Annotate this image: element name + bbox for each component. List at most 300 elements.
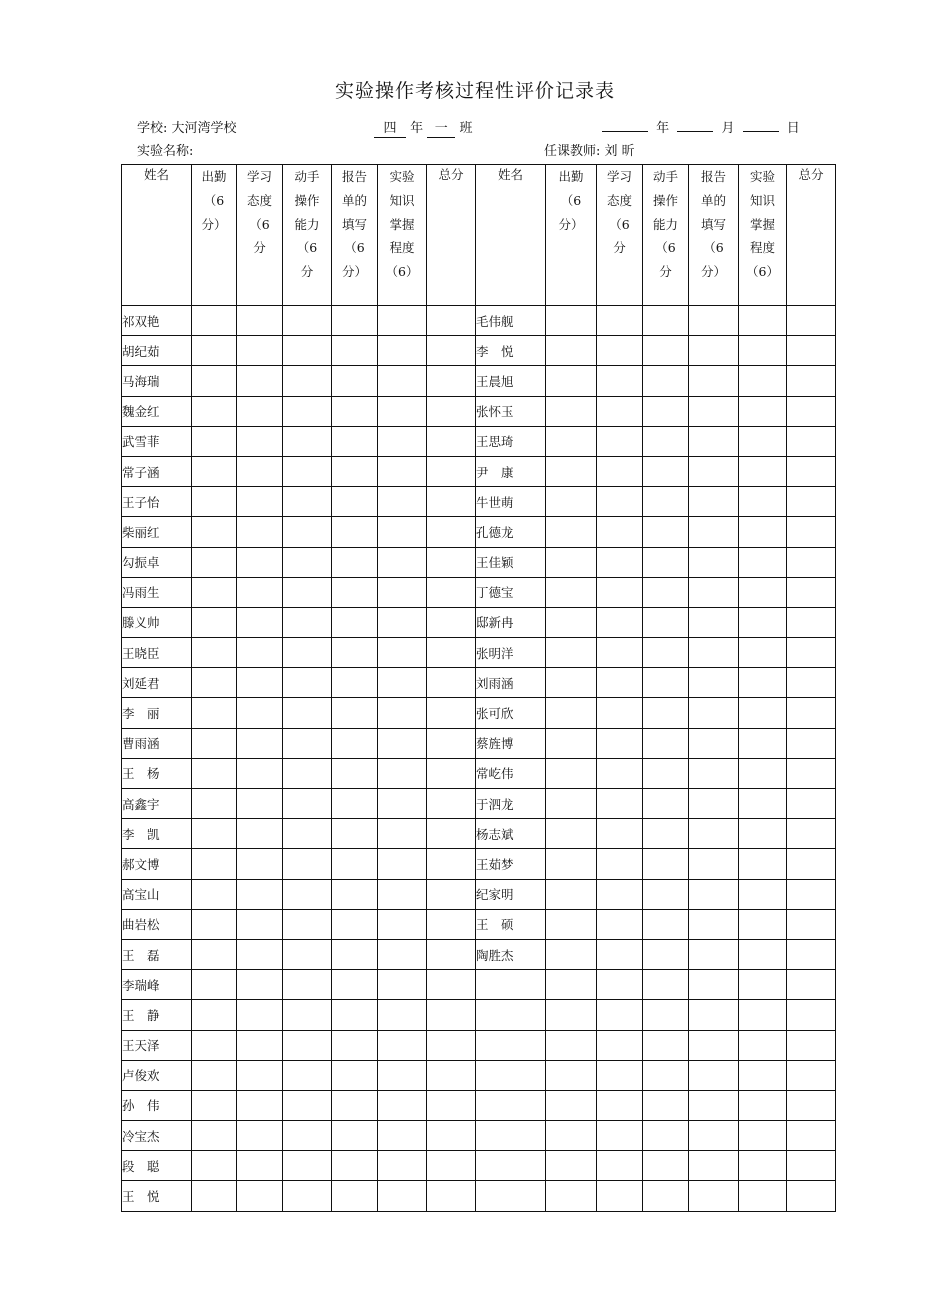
score-cell[interactable] — [689, 1151, 739, 1181]
score-cell[interactable] — [378, 607, 427, 637]
score-cell[interactable] — [739, 1181, 787, 1211]
score-cell[interactable] — [283, 1000, 332, 1030]
score-cell[interactable] — [546, 668, 597, 698]
score-cell[interactable] — [643, 366, 689, 396]
score-cell[interactable] — [787, 1090, 836, 1120]
score-cell[interactable] — [546, 1121, 597, 1151]
score-cell[interactable] — [689, 879, 739, 909]
score-cell[interactable] — [192, 728, 237, 758]
score-cell[interactable] — [546, 879, 597, 909]
score-cell[interactable] — [427, 1181, 476, 1211]
score-cell[interactable] — [689, 939, 739, 969]
score-cell[interactable] — [643, 1000, 689, 1030]
score-cell[interactable] — [787, 336, 836, 366]
score-cell[interactable] — [739, 517, 787, 547]
score-cell[interactable] — [378, 1090, 427, 1120]
score-cell[interactable] — [283, 970, 332, 1000]
score-cell[interactable] — [378, 1181, 427, 1211]
score-cell[interactable] — [597, 1151, 643, 1181]
score-cell[interactable] — [787, 607, 836, 637]
score-cell[interactable] — [739, 1030, 787, 1060]
score-cell[interactable] — [787, 1121, 836, 1151]
score-cell[interactable] — [332, 336, 378, 366]
score-cell[interactable] — [787, 547, 836, 577]
score-cell[interactable] — [192, 517, 237, 547]
score-cell[interactable] — [739, 336, 787, 366]
score-cell[interactable] — [597, 1030, 643, 1060]
score-cell[interactable] — [787, 819, 836, 849]
score-cell[interactable] — [378, 306, 427, 336]
score-cell[interactable] — [787, 789, 836, 819]
score-cell[interactable] — [332, 698, 378, 728]
score-cell[interactable] — [546, 456, 597, 486]
score-cell[interactable] — [739, 1060, 787, 1090]
score-cell[interactable] — [597, 306, 643, 336]
score-cell[interactable] — [427, 939, 476, 969]
score-cell[interactable] — [378, 336, 427, 366]
score-cell[interactable] — [237, 607, 283, 637]
score-cell[interactable] — [237, 789, 283, 819]
score-cell[interactable] — [643, 849, 689, 879]
score-cell[interactable] — [378, 1151, 427, 1181]
score-cell[interactable] — [332, 1060, 378, 1090]
score-cell[interactable] — [283, 1030, 332, 1060]
score-cell[interactable] — [378, 1000, 427, 1030]
score-cell[interactable] — [283, 1181, 332, 1211]
score-cell[interactable] — [378, 456, 427, 486]
score-cell[interactable] — [643, 758, 689, 788]
score-cell[interactable] — [237, 426, 283, 456]
score-cell[interactable] — [283, 879, 332, 909]
score-cell[interactable] — [332, 1090, 378, 1120]
score-cell[interactable] — [739, 1121, 787, 1151]
score-cell[interactable] — [689, 849, 739, 879]
score-cell[interactable] — [378, 789, 427, 819]
score-cell[interactable] — [546, 1151, 597, 1181]
score-cell[interactable] — [643, 1060, 689, 1090]
score-cell[interactable] — [597, 366, 643, 396]
score-cell[interactable] — [546, 698, 597, 728]
score-cell[interactable] — [332, 668, 378, 698]
score-cell[interactable] — [237, 456, 283, 486]
score-cell[interactable] — [643, 698, 689, 728]
score-cell[interactable] — [192, 487, 237, 517]
score-cell[interactable] — [283, 819, 332, 849]
score-cell[interactable] — [332, 456, 378, 486]
score-cell[interactable] — [689, 336, 739, 366]
score-cell[interactable] — [237, 668, 283, 698]
score-cell[interactable] — [283, 1121, 332, 1151]
score-cell[interactable] — [283, 336, 332, 366]
score-cell[interactable] — [378, 879, 427, 909]
score-cell[interactable] — [739, 1151, 787, 1181]
score-cell[interactable] — [597, 1000, 643, 1030]
score-cell[interactable] — [332, 366, 378, 396]
score-cell[interactable] — [378, 487, 427, 517]
score-cell[interactable] — [739, 819, 787, 849]
score-cell[interactable] — [689, 1090, 739, 1120]
score-cell[interactable] — [283, 547, 332, 577]
score-cell[interactable] — [237, 758, 283, 788]
score-cell[interactable] — [643, 1151, 689, 1181]
score-cell[interactable] — [643, 638, 689, 668]
score-cell[interactable] — [283, 1090, 332, 1120]
score-cell[interactable] — [643, 1181, 689, 1211]
score-cell[interactable] — [378, 698, 427, 728]
score-cell[interactable] — [427, 1000, 476, 1030]
score-cell[interactable] — [332, 728, 378, 758]
score-cell[interactable] — [332, 577, 378, 607]
score-cell[interactable] — [427, 970, 476, 1000]
score-cell[interactable] — [427, 306, 476, 336]
score-cell[interactable] — [787, 426, 836, 456]
score-cell[interactable] — [192, 668, 237, 698]
score-cell[interactable] — [427, 758, 476, 788]
score-cell[interactable] — [378, 1121, 427, 1151]
score-cell[interactable] — [427, 336, 476, 366]
score-cell[interactable] — [237, 1090, 283, 1120]
score-cell[interactable] — [597, 607, 643, 637]
score-cell[interactable] — [787, 668, 836, 698]
score-cell[interactable] — [427, 1090, 476, 1120]
score-cell[interactable] — [237, 728, 283, 758]
score-cell[interactable] — [787, 1030, 836, 1060]
score-cell[interactable] — [689, 758, 739, 788]
score-cell[interactable] — [332, 487, 378, 517]
score-cell[interactable] — [739, 396, 787, 426]
score-cell[interactable] — [643, 939, 689, 969]
score-cell[interactable] — [689, 456, 739, 486]
score-cell[interactable] — [237, 577, 283, 607]
score-cell[interactable] — [237, 1181, 283, 1211]
score-cell[interactable] — [546, 607, 597, 637]
score-cell[interactable] — [597, 517, 643, 547]
score-cell[interactable] — [378, 366, 427, 396]
score-cell[interactable] — [332, 607, 378, 637]
score-cell[interactable] — [739, 487, 787, 517]
score-cell[interactable] — [378, 939, 427, 969]
score-cell[interactable] — [546, 547, 597, 577]
score-cell[interactable] — [643, 456, 689, 486]
score-cell[interactable] — [597, 849, 643, 879]
score-cell[interactable] — [787, 758, 836, 788]
score-cell[interactable] — [237, 396, 283, 426]
score-cell[interactable] — [739, 1000, 787, 1030]
score-cell[interactable] — [332, 1151, 378, 1181]
score-cell[interactable] — [378, 728, 427, 758]
score-cell[interactable] — [597, 789, 643, 819]
score-cell[interactable] — [643, 396, 689, 426]
score-cell[interactable] — [689, 547, 739, 577]
score-cell[interactable] — [427, 1121, 476, 1151]
score-cell[interactable] — [643, 668, 689, 698]
score-cell[interactable] — [427, 1030, 476, 1060]
score-cell[interactable] — [237, 306, 283, 336]
score-cell[interactable] — [689, 366, 739, 396]
score-cell[interactable] — [192, 577, 237, 607]
score-cell[interactable] — [192, 1181, 237, 1211]
score-cell[interactable] — [283, 1151, 332, 1181]
score-cell[interactable] — [597, 970, 643, 1000]
score-cell[interactable] — [787, 728, 836, 758]
score-cell[interactable] — [597, 577, 643, 607]
score-cell[interactable] — [643, 306, 689, 336]
score-cell[interactable] — [332, 879, 378, 909]
score-cell[interactable] — [283, 789, 332, 819]
score-cell[interactable] — [192, 336, 237, 366]
score-cell[interactable] — [643, 1121, 689, 1151]
score-cell[interactable] — [546, 728, 597, 758]
score-cell[interactable] — [192, 1000, 237, 1030]
score-cell[interactable] — [192, 758, 237, 788]
score-cell[interactable] — [689, 487, 739, 517]
score-cell[interactable] — [192, 879, 237, 909]
score-cell[interactable] — [643, 879, 689, 909]
score-cell[interactable] — [192, 638, 237, 668]
score-cell[interactable] — [283, 426, 332, 456]
score-cell[interactable] — [787, 909, 836, 939]
score-cell[interactable] — [427, 487, 476, 517]
score-cell[interactable] — [689, 1030, 739, 1060]
score-cell[interactable] — [597, 1121, 643, 1151]
score-cell[interactable] — [597, 698, 643, 728]
score-cell[interactable] — [739, 789, 787, 819]
score-cell[interactable] — [546, 849, 597, 879]
score-cell[interactable] — [597, 426, 643, 456]
score-cell[interactable] — [283, 758, 332, 788]
score-cell[interactable] — [689, 306, 739, 336]
score-cell[interactable] — [283, 306, 332, 336]
score-cell[interactable] — [332, 819, 378, 849]
score-cell[interactable] — [597, 487, 643, 517]
score-cell[interactable] — [739, 879, 787, 909]
score-cell[interactable] — [378, 970, 427, 1000]
score-cell[interactable] — [643, 336, 689, 366]
score-cell[interactable] — [237, 939, 283, 969]
score-cell[interactable] — [332, 1181, 378, 1211]
score-cell[interactable] — [739, 426, 787, 456]
score-cell[interactable] — [192, 939, 237, 969]
score-cell[interactable] — [283, 456, 332, 486]
score-cell[interactable] — [427, 366, 476, 396]
score-cell[interactable] — [739, 306, 787, 336]
score-cell[interactable] — [332, 396, 378, 426]
score-cell[interactable] — [378, 638, 427, 668]
score-cell[interactable] — [192, 1151, 237, 1181]
score-cell[interactable] — [787, 849, 836, 879]
score-cell[interactable] — [237, 970, 283, 1000]
score-cell[interactable] — [332, 517, 378, 547]
score-cell[interactable] — [283, 517, 332, 547]
score-cell[interactable] — [192, 426, 237, 456]
score-cell[interactable] — [192, 1090, 237, 1120]
score-cell[interactable] — [378, 517, 427, 547]
score-cell[interactable] — [643, 577, 689, 607]
score-cell[interactable] — [739, 1090, 787, 1120]
score-cell[interactable] — [787, 939, 836, 969]
score-cell[interactable] — [689, 1000, 739, 1030]
score-cell[interactable] — [597, 939, 643, 969]
score-cell[interactable] — [237, 336, 283, 366]
score-cell[interactable] — [643, 487, 689, 517]
score-cell[interactable] — [689, 607, 739, 637]
score-cell[interactable] — [237, 517, 283, 547]
score-cell[interactable] — [739, 849, 787, 879]
score-cell[interactable] — [643, 970, 689, 1000]
score-cell[interactable] — [192, 849, 237, 879]
score-cell[interactable] — [427, 728, 476, 758]
score-cell[interactable] — [427, 426, 476, 456]
score-cell[interactable] — [283, 487, 332, 517]
score-cell[interactable] — [378, 396, 427, 426]
score-cell[interactable] — [689, 970, 739, 1000]
score-cell[interactable] — [739, 366, 787, 396]
score-cell[interactable] — [378, 819, 427, 849]
score-cell[interactable] — [597, 336, 643, 366]
score-cell[interactable] — [546, 758, 597, 788]
score-cell[interactable] — [787, 517, 836, 547]
score-cell[interactable] — [597, 1060, 643, 1090]
score-cell[interactable] — [192, 909, 237, 939]
score-cell[interactable] — [192, 456, 237, 486]
score-cell[interactable] — [283, 698, 332, 728]
score-cell[interactable] — [378, 1060, 427, 1090]
score-cell[interactable] — [378, 577, 427, 607]
score-cell[interactable] — [643, 607, 689, 637]
score-cell[interactable] — [643, 909, 689, 939]
score-cell[interactable] — [546, 306, 597, 336]
score-cell[interactable] — [192, 366, 237, 396]
score-cell[interactable] — [546, 577, 597, 607]
score-cell[interactable] — [237, 1060, 283, 1090]
score-cell[interactable] — [378, 668, 427, 698]
score-cell[interactable] — [237, 909, 283, 939]
score-cell[interactable] — [597, 396, 643, 426]
score-cell[interactable] — [739, 638, 787, 668]
score-cell[interactable] — [546, 426, 597, 456]
score-cell[interactable] — [643, 819, 689, 849]
score-cell[interactable] — [689, 789, 739, 819]
score-cell[interactable] — [192, 1030, 237, 1060]
score-cell[interactable] — [787, 1181, 836, 1211]
score-cell[interactable] — [192, 970, 237, 1000]
score-cell[interactable] — [739, 577, 787, 607]
score-cell[interactable] — [378, 426, 427, 456]
score-cell[interactable] — [739, 607, 787, 637]
score-cell[interactable] — [546, 517, 597, 547]
score-cell[interactable] — [643, 426, 689, 456]
score-cell[interactable] — [643, 547, 689, 577]
score-cell[interactable] — [283, 939, 332, 969]
score-cell[interactable] — [332, 306, 378, 336]
score-cell[interactable] — [546, 1181, 597, 1211]
score-cell[interactable] — [427, 517, 476, 547]
score-cell[interactable] — [427, 1060, 476, 1090]
score-cell[interactable] — [787, 396, 836, 426]
score-cell[interactable] — [546, 970, 597, 1000]
score-cell[interactable] — [546, 789, 597, 819]
score-cell[interactable] — [332, 758, 378, 788]
score-cell[interactable] — [192, 306, 237, 336]
score-cell[interactable] — [787, 970, 836, 1000]
score-cell[interactable] — [332, 1030, 378, 1060]
score-cell[interactable] — [597, 728, 643, 758]
score-cell[interactable] — [332, 426, 378, 456]
score-cell[interactable] — [689, 638, 739, 668]
score-cell[interactable] — [689, 819, 739, 849]
score-cell[interactable] — [546, 819, 597, 849]
score-cell[interactable] — [378, 909, 427, 939]
score-cell[interactable] — [597, 638, 643, 668]
score-cell[interactable] — [787, 638, 836, 668]
score-cell[interactable] — [192, 819, 237, 849]
score-cell[interactable] — [237, 698, 283, 728]
score-cell[interactable] — [378, 758, 427, 788]
score-cell[interactable] — [643, 1090, 689, 1120]
score-cell[interactable] — [427, 547, 476, 577]
score-cell[interactable] — [237, 638, 283, 668]
score-cell[interactable] — [739, 970, 787, 1000]
score-cell[interactable] — [546, 1000, 597, 1030]
score-cell[interactable] — [597, 819, 643, 849]
score-cell[interactable] — [237, 547, 283, 577]
score-cell[interactable] — [427, 819, 476, 849]
score-cell[interactable] — [643, 517, 689, 547]
score-cell[interactable] — [689, 698, 739, 728]
score-cell[interactable] — [192, 547, 237, 577]
score-cell[interactable] — [787, 879, 836, 909]
score-cell[interactable] — [739, 909, 787, 939]
score-cell[interactable] — [427, 879, 476, 909]
score-cell[interactable] — [237, 366, 283, 396]
score-cell[interactable] — [332, 970, 378, 1000]
score-cell[interactable] — [689, 909, 739, 939]
score-cell[interactable] — [427, 789, 476, 819]
score-cell[interactable] — [192, 789, 237, 819]
score-cell[interactable] — [787, 456, 836, 486]
score-cell[interactable] — [787, 306, 836, 336]
score-cell[interactable] — [332, 849, 378, 879]
score-cell[interactable] — [787, 487, 836, 517]
score-cell[interactable] — [427, 1151, 476, 1181]
score-cell[interactable] — [546, 487, 597, 517]
score-cell[interactable] — [427, 698, 476, 728]
score-cell[interactable] — [283, 849, 332, 879]
score-cell[interactable] — [283, 728, 332, 758]
score-cell[interactable] — [332, 939, 378, 969]
score-cell[interactable] — [643, 1030, 689, 1060]
score-cell[interactable] — [546, 1090, 597, 1120]
score-cell[interactable] — [689, 426, 739, 456]
score-cell[interactable] — [597, 879, 643, 909]
score-cell[interactable] — [427, 456, 476, 486]
score-cell[interactable] — [739, 728, 787, 758]
score-cell[interactable] — [739, 668, 787, 698]
score-cell[interactable] — [237, 1121, 283, 1151]
score-cell[interactable] — [689, 1121, 739, 1151]
score-cell[interactable] — [332, 547, 378, 577]
score-cell[interactable] — [237, 487, 283, 517]
score-cell[interactable] — [739, 456, 787, 486]
score-cell[interactable] — [237, 879, 283, 909]
score-cell[interactable] — [427, 638, 476, 668]
score-cell[interactable] — [597, 909, 643, 939]
score-cell[interactable] — [787, 1060, 836, 1090]
score-cell[interactable] — [787, 1151, 836, 1181]
score-cell[interactable] — [689, 668, 739, 698]
score-cell[interactable] — [689, 396, 739, 426]
score-cell[interactable] — [689, 517, 739, 547]
